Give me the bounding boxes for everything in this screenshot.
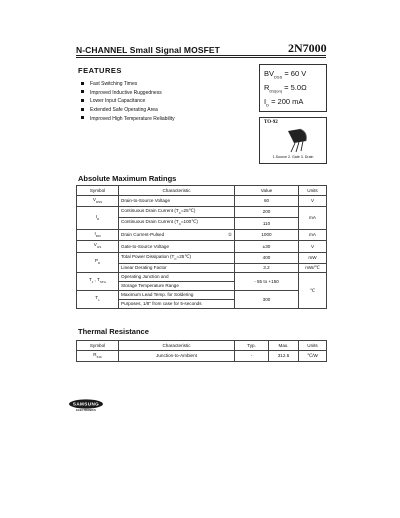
bullet-icon <box>81 90 84 93</box>
typ-cell: - <box>235 350 269 361</box>
table-header-row <box>77 341 327 351</box>
characteristic-cell: Junction-to-Ambient <box>119 350 235 361</box>
table-row <box>77 229 327 240</box>
table-row <box>77 195 327 206</box>
table-row <box>77 350 327 361</box>
col-header: Characteristic <box>119 341 235 351</box>
package-box <box>259 117 327 164</box>
characteristic-cell: Continuous Drain Current $(T_C=25℃)$ <box>119 206 235 217</box>
table-row <box>77 241 327 252</box>
table-header-row <box>77 186 327 196</box>
unit-cell: mW/℃ <box>299 263 327 272</box>
document-title: N-CHANNEL Small Signal MOSFET <box>76 45 220 55</box>
table-row <box>77 252 327 263</box>
table-row <box>77 206 327 217</box>
col-header: Typ. <box>235 341 269 351</box>
features-title: FEATURES <box>78 66 122 75</box>
feature-item: Improved High Temperature Reliability <box>81 115 175 124</box>
unit-cell: ℃/W <box>299 350 327 361</box>
thermal-table <box>76 340 327 362</box>
unit-cell: mA <box>299 229 327 240</box>
to92-package-icon <box>282 127 312 153</box>
characteristic-cell: Maximum Lead Temp. for Soldering <box>119 290 235 299</box>
feature-item: Extended Safe Operating Area <box>81 106 175 115</box>
bullet-icon <box>81 82 84 85</box>
col-header: Symbol <box>77 341 119 351</box>
header-rule-2 <box>76 57 326 58</box>
logo-wordmark: SAMSUNG <box>72 401 100 407</box>
unit-cell: ℃ <box>299 272 327 308</box>
bullet-icon <box>81 99 84 102</box>
table-row <box>77 290 327 299</box>
col-header: Value <box>235 186 299 196</box>
symbol-cell: $I_D$ <box>77 206 119 229</box>
table-row <box>77 272 327 281</box>
unit-cell: V <box>299 195 327 206</box>
value-cell: 60 <box>235 195 299 206</box>
bullet-icon <box>81 108 84 111</box>
value-cell: 300 <box>235 290 299 308</box>
symbol-cell: $I_{DM}$ <box>77 229 119 240</box>
package-name: TO-92 <box>264 120 278 125</box>
abs-max-title: Absolute Maximum Ratings <box>78 174 177 183</box>
value-cell: - 55 to +150 <box>235 272 299 290</box>
value-cell: ±30 <box>235 241 299 252</box>
characteristic-cell: Drain Current-Pulsed ① <box>119 229 235 240</box>
package-pinout: 1.Source 2. Gate 3. Drain <box>272 155 314 159</box>
characteristic-cell: Linear Derating Factor <box>119 263 235 272</box>
unit-cell: V <box>299 241 327 252</box>
features-list <box>81 80 175 123</box>
spec-id: $I_D = 200$ mA <box>264 97 304 108</box>
max-cell: 312.5 <box>269 350 299 361</box>
characteristic-cell: Continuous Drain Current $(T_C=100℃)$ <box>119 218 235 229</box>
value-cell: 110 <box>235 218 299 229</box>
bullet-icon <box>81 116 84 119</box>
feature-item: Fast Switching Times <box>81 80 175 89</box>
unit-cell: mA <box>299 206 327 229</box>
part-number: 2N7000 <box>288 41 327 55</box>
characteristic-cell: Total Power Dissipation $(T_C=25℃)$ <box>119 252 235 263</box>
characteristic-cell: Operating Junction and <box>119 272 235 281</box>
value-cell: 1000 <box>235 229 299 240</box>
symbol-cell: $T_L$ <box>77 290 119 308</box>
symbol-cell: $R_{\theta JA}$ <box>77 350 119 361</box>
col-header: Symbol <box>77 186 119 196</box>
note-mark: ① <box>227 232 232 238</box>
col-header: Units <box>299 341 327 351</box>
col-header: Units <box>299 186 327 196</box>
thermal-title: Thermal Resistance <box>78 327 149 336</box>
logo-subtext: ELECTRONICS <box>76 409 96 412</box>
characteristic-cell: Purposes, 1/8" from case for 5-seconds <box>119 299 235 308</box>
col-header: Max. <box>269 341 299 351</box>
value-cell: 400 <box>235 252 299 263</box>
characteristic-cell: Storage Temperature Range <box>119 281 235 290</box>
header-rule <box>76 55 326 56</box>
spec-rdson: $R_{DS(on)} = 5.0\Omega$ <box>264 83 307 94</box>
feature-item: Improved Inductive Ruggedness <box>81 89 175 98</box>
symbol-cell: $T_J$ , $T_{STG}$ <box>77 272 119 290</box>
key-specs-box <box>259 64 327 112</box>
symbol-cell: $V_{DSS}$ <box>77 195 119 206</box>
feature-item: Lower Input Capacitance <box>81 97 175 106</box>
characteristic-cell: Gate-to-Source Voltage <box>119 241 235 252</box>
symbol-cell: $V_{GS}$ <box>77 241 119 252</box>
unit-cell: mW <box>299 252 327 263</box>
value-cell: 3.2 <box>235 263 299 272</box>
symbol-cell: $P_D$ <box>77 252 119 272</box>
characteristic-cell: Drain-to-Source Voltage <box>119 195 235 206</box>
col-header: Characteristic <box>119 186 235 196</box>
spec-bvdss: $BV_{DSS} = 60$ V <box>264 69 307 80</box>
value-cell: 200 <box>235 206 299 217</box>
abs-max-table <box>76 185 327 309</box>
